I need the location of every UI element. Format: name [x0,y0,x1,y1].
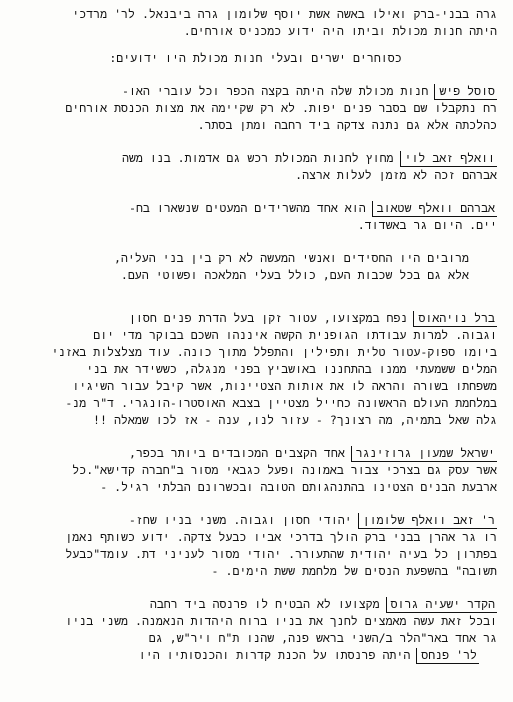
entry-text: הוא אחד מהשרידים המעטים שנשארו בח- [128,201,366,215]
entry-name: הקדר ישעיה גרוס [386,597,497,613]
biography-entry [14,150,497,184]
entry-name: וואלף זאב לוי [400,151,498,167]
entry-name: ישראל שמעון גרוזינגר [351,446,497,462]
entry-line: גלה שאל בתמיה, מה רצונך? - עזור לנו, ענה - אז לכו שמאלה !! [93,413,497,427]
entry-name: סוסל פיש [434,84,497,100]
entry-line: ובכל זאת עשה מאמצים לחנך את בניו ברוח היהדות הנאמנה. משני בניו [65,614,497,628]
middle-paragraph [14,250,497,284]
entry-name: ר' זאב וואלף שלומון [358,513,497,529]
entry-line: ביומו ספוק-עטור טלית ותפילין והתפלל מתוך כונה. עוד מצלצלות באזני [51,345,497,359]
entry-line: במלחמת העולם הראשונה כחייל מצטיין בצבא האוסטרו-הונגרי. ד"ר מנ- [65,396,497,410]
entry-text: יהודי חסון וגבוה. משני בניו שחז- [128,513,352,527]
biography-entry [14,200,497,234]
middle-line: אלא גם בכל שכבות העם, כולל בעלי המלאכה ופשוטי העם. [120,268,469,282]
entry-name: אברהם וואלף שטאוב [372,201,497,217]
entry-text: היתה פרנסתו על הכנת קדרות והכנסותיו היו [138,648,411,662]
entry-line: כהלכתה אלא גם נתנה צדקה ביד רחבה ומתן בסתר. [197,118,497,132]
entry-line: יים. היום גר באשדוד. [357,218,497,232]
entry-line: ארבעת הבנים הצטינו בהתנהגותם הטובה ובכשרונם הבלתי רגיל. - [100,480,497,494]
intro-line: גרה בבני-ברק ואילו באשה אשת יוסף שלומון גרה ביבנאל. לר' מרדכי [72,7,497,21]
biography-entry [14,512,497,580]
entry-line: רח נתקבלו שם בסבר פנים יפות. לא רק שקיימה את מצות הכנסת אורחים [65,101,497,115]
entry-line: גר אחד באר"הלר ב/השני בראש פנה, שהנו ת"ח ויר"ש, גם [148,631,497,645]
entry-name: ברל נויהאוס [413,311,497,327]
biography-entry [14,445,497,496]
entry-line: רו גר אהרן בבני ברק הולך בדרכי אביו כבעל צדקה. ידוע כשותף נאמן [65,530,497,544]
entry-line: משפחתו בשורה והראה לו את אותות הצטיינות, אשר קיבל עבור השיגיו [72,379,497,393]
entry-line: וגבוה. למרות עבודתו הגופנית הקשה איננהו השכם בבוקר מדי יום [93,328,497,342]
entry-name: לר' פנחס [416,648,479,664]
biography-entry [14,83,497,134]
biography-entry [14,310,497,429]
intro-paragraph [14,6,497,40]
entry-text: חנות מכולת שלה היתה בקצה הכפר וכל עוברי האו- [121,84,429,98]
biography-entry [14,596,497,647]
entry-text: מקצועו לא הבטיח לו פרנסה ביד רחבה [149,597,380,611]
entry-text: נפח במקצועו, עטור זקן בעל הדרת פנים חסון [128,311,408,325]
section-heading: כסוחרים ישרים ובעלי חנות מכולת היו ידועים: [109,51,402,65]
entry-line: אברהם זכה לא מזמן לעלות ארצה. [295,168,497,182]
middle-line: מרובים היו החסידים ואנשי המעשה לא רק בין בני העליה, [113,251,469,265]
entry-text: מחוץ לחנות המכולת רכש גם אדמות. בנו משה [121,151,394,165]
entry-line: בפתרון כל בעיה יהודית שהתעורר. יהודי מסור לעניני דת. עומד"כבעל [65,547,497,561]
entry-text: אחד הקצבים המכובדים ביותר בכפר, [129,446,345,460]
entry-line: אשר עסק גם בצרכי צבור באמונה ופעל כגבאי מסור ב"חברה קדישא".כל [72,463,497,477]
entry-line: המלים ששמעתי ממנו בהתחננו באושביץ בפני מנגלה, כששידר את בני [86,362,497,376]
biography-entry [14,647,497,664]
entry-line: תשובה" בהשפעת הנסים של מלחמת ששת הימים. - [211,564,497,578]
intro-line: היתה חנות מכולת וביתו היה ידוע כמכניס אורחים. [183,24,497,38]
